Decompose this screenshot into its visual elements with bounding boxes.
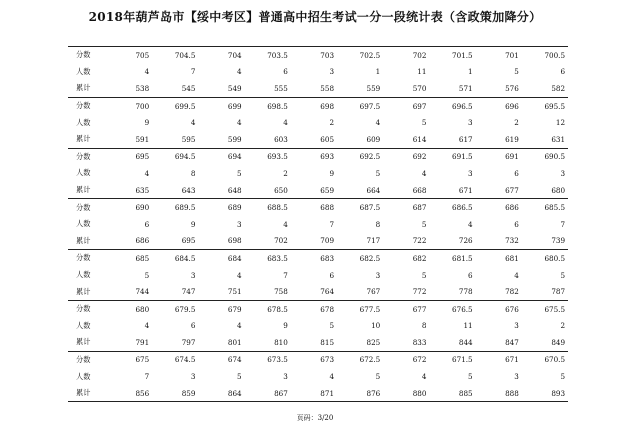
table-cell-count: 4 [237, 118, 242, 128]
table-row-count [68, 267, 568, 284]
table-cell-count: 4 [237, 321, 242, 331]
table-cell-count: 9 [283, 321, 288, 331]
table-cell-score: 688 [320, 203, 335, 213]
table-cell-cumulative: 659 [320, 185, 335, 195]
row-label-cumulative: 累计 [76, 286, 91, 296]
table-cell-cumulative: 603 [274, 134, 288, 144]
table-cell-cumulative: 751 [227, 287, 242, 297]
row-label-cumulative: 累计 [76, 185, 91, 195]
row-label-score: 分数 [76, 202, 91, 212]
table-cell-cumulative: 643 [181, 185, 196, 195]
table-cell-cumulative: 764 [320, 287, 335, 297]
table-cell-count: 4 [283, 118, 288, 128]
table-cell-score: 671 [505, 355, 519, 365]
table-group [68, 47, 568, 97]
row-label-cumulative: 累计 [76, 83, 91, 93]
table-cell-score: 675 [135, 355, 150, 365]
table-cell-count: 5 [375, 372, 381, 382]
table-cell-count: 5 [237, 372, 242, 382]
table-cell-count: 4 [375, 118, 381, 128]
table-cell-cumulative: 726 [458, 236, 473, 246]
table-cell-score: 694.5 [174, 152, 196, 162]
table-cell-score: 686 [505, 203, 519, 213]
table-cell-count: 3 [329, 67, 335, 77]
table-cell-cumulative: 614 [412, 134, 427, 144]
table-row-score [68, 47, 568, 64]
table-cell-score: 701 [505, 50, 519, 60]
table-cell-score: 700 [135, 101, 150, 111]
table-cell-count: 8 [375, 219, 381, 229]
table-row-count [68, 216, 568, 233]
table-cell-count: 9 [144, 118, 150, 128]
table-cell-score: 704.5 [174, 50, 196, 60]
table-cell-score: 684 [227, 253, 242, 263]
row-label-score: 分数 [76, 253, 91, 263]
table-cell-cumulative: 635 [135, 185, 150, 195]
table-cell-cumulative: 605 [320, 134, 335, 144]
table-cell-score: 701.5 [452, 50, 473, 60]
row-label-score: 分数 [76, 50, 91, 60]
table-cell-score: 697 [412, 101, 427, 111]
table-cell-count: 7 [144, 372, 150, 382]
row-label-count: 人数 [76, 117, 91, 127]
table-cell-score: 674.5 [174, 355, 196, 365]
table-cell-score: 690.5 [544, 152, 566, 162]
row-label-score: 分数 [76, 151, 91, 161]
row-label-cumulative: 累计 [76, 235, 91, 245]
table-cell-cumulative: 744 [135, 287, 150, 297]
table-cell-score: 702.5 [359, 50, 381, 60]
table-cell-cumulative: 677 [505, 185, 519, 195]
page-number: 页码：3/20 [296, 414, 334, 422]
row-label-count: 人数 [76, 219, 91, 229]
row-label-cumulative: 累计 [76, 388, 91, 398]
table-cell-count: 6 [514, 219, 519, 229]
table-cell-cumulative: 538 [135, 83, 150, 93]
table-cell-cumulative: 571 [458, 83, 473, 93]
page-title: 2018年葫芦岛市【绥中考区】普通高中招生考试一分一段统计表（含政策加降分） [88, 10, 542, 24]
table-row-cumulative [68, 334, 568, 351]
table-cell-cumulative: 722 [412, 236, 427, 246]
table-cell-count: 2 [560, 321, 566, 331]
table-cell-count: 2 [329, 118, 335, 128]
table-cell-cumulative: 844 [458, 337, 473, 347]
table-cell-count: 7 [190, 67, 196, 77]
table-group [68, 300, 568, 351]
table-row-cumulative [68, 182, 568, 199]
table-cell-count: 1 [468, 67, 473, 77]
table-cell-score: 691.5 [452, 152, 473, 162]
table-cell-cumulative: 849 [551, 337, 566, 347]
table-cell-cumulative: 717 [366, 236, 381, 246]
table-cell-count: 4 [421, 372, 427, 382]
table-cell-score: 676.5 [452, 304, 473, 314]
table-row-score [68, 199, 568, 216]
table-cell-cumulative: 558 [320, 83, 335, 93]
table-cell-score: 676 [505, 304, 519, 314]
table-cell-score: 687 [412, 203, 427, 213]
table-cell-cumulative: 739 [551, 236, 566, 246]
row-label-cumulative: 累计 [76, 337, 91, 347]
table-cell-count: 2 [283, 168, 288, 178]
row-label-count: 人数 [76, 270, 91, 280]
table-row-score [68, 149, 568, 166]
score-distribution-table [68, 46, 568, 402]
table-cell-score: 686.5 [452, 203, 473, 213]
table-cell-score: 682 [412, 253, 427, 263]
table-cell-cumulative: 778 [458, 287, 473, 297]
table-cell-count: 3 [468, 168, 473, 178]
table-cell-score: 698.5 [267, 101, 288, 111]
table-cell-score: 704 [227, 50, 242, 60]
table-cell-count: 3 [237, 219, 242, 229]
table-cell-count: 8 [421, 321, 427, 331]
table-cell-count: 4 [468, 219, 473, 229]
table-cell-score: 685 [135, 253, 150, 263]
table-cell-count: 11 [417, 67, 427, 77]
table-cell-cumulative: 767 [366, 287, 381, 297]
table-cell-cumulative: 599 [227, 134, 242, 144]
table-cell-score: 677 [412, 304, 427, 314]
table-cell-score: 688.5 [267, 203, 288, 213]
table-cell-score: 677.5 [359, 304, 381, 314]
table-cell-score: 692.5 [359, 152, 381, 162]
table-cell-cumulative: 555 [274, 83, 288, 93]
table-cell-score: 679 [227, 304, 242, 314]
table-cell-cumulative: 576 [505, 83, 519, 93]
table-cell-score: 696.5 [452, 101, 473, 111]
table-cell-count: 4 [237, 67, 242, 77]
table-cell-cumulative: 876 [366, 388, 381, 398]
table-cell-count: 6 [283, 67, 288, 77]
table-cell-count: 7 [329, 219, 335, 229]
table-cell-score: 687.5 [359, 203, 381, 213]
table-cell-score: 702 [412, 50, 427, 60]
table-cell-cumulative: 617 [458, 134, 473, 144]
table-cell-score: 699.5 [174, 101, 196, 111]
table-cell-count: 4 [283, 219, 288, 229]
table-cell-count: 5 [237, 168, 242, 178]
table-cell-count: 6 [514, 168, 519, 178]
row-label-count: 人数 [76, 168, 91, 178]
table-cell-cumulative: 888 [505, 388, 519, 398]
table-group [68, 97, 568, 148]
table-cell-cumulative: 609 [366, 134, 381, 144]
table-cell-cumulative: 559 [366, 83, 381, 93]
table-cell-cumulative: 582 [551, 83, 566, 93]
table-cell-cumulative: 732 [505, 236, 519, 246]
table-cell-count: 3 [375, 270, 381, 280]
table-cell-score: 678.5 [267, 304, 288, 314]
table-cell-cumulative: 591 [135, 134, 150, 144]
table-cell-score: 684.5 [174, 253, 196, 263]
table-cell-count: 11 [463, 321, 473, 331]
table-cell-score: 672.5 [359, 355, 381, 365]
table-row-cumulative [68, 131, 568, 148]
table-cell-cumulative: 619 [505, 134, 519, 144]
table-cell-count: 5 [514, 67, 519, 77]
table-row-score [68, 352, 568, 369]
table-cell-score: 703 [320, 50, 335, 60]
table-cell-count: 5 [421, 270, 427, 280]
table-cell-score: 700.5 [544, 50, 566, 60]
row-label-cumulative: 累计 [76, 134, 91, 144]
table-cell-count: 4 [144, 168, 150, 178]
table-row-score [68, 301, 568, 318]
table-group [68, 351, 568, 402]
table-row-count [68, 318, 568, 335]
row-label-score: 分数 [76, 354, 91, 364]
table-cell-count: 4 [329, 372, 335, 382]
table-cell-cumulative: 791 [135, 337, 150, 347]
table-cell-score: 683.5 [267, 253, 288, 263]
table-row-count [68, 114, 568, 131]
table-cell-cumulative: 664 [366, 185, 381, 195]
table-cell-cumulative: 702 [274, 236, 288, 246]
table-cell-count: 5 [421, 118, 427, 128]
table-cell-score: 681.5 [452, 253, 473, 263]
table-cell-count: 6 [329, 270, 335, 280]
table-cell-count: 9 [329, 168, 335, 178]
table-cell-cumulative: 825 [366, 337, 381, 347]
table-cell-count: 3 [190, 372, 196, 382]
table-cell-score: 691 [505, 152, 519, 162]
table-cell-score: 703.5 [267, 50, 288, 60]
table-cell-count: 2 [514, 118, 519, 128]
table-cell-score: 681 [505, 253, 519, 263]
table-cell-cumulative: 695 [181, 236, 196, 246]
table-cell-count: 3 [514, 372, 519, 382]
table-cell-count: 12 [555, 118, 566, 128]
table-cell-score: 695 [135, 152, 150, 162]
table-group [68, 148, 568, 199]
table-cell-cumulative: 680 [551, 185, 566, 195]
table-row-cumulative [68, 385, 568, 402]
table-cell-count: 6 [560, 67, 566, 77]
table-row-count [68, 368, 568, 385]
row-label-count: 人数 [76, 371, 91, 381]
table-cell-count: 3 [514, 321, 519, 331]
table-cell-score: 682.5 [359, 253, 381, 263]
table-cell-count: 4 [237, 270, 242, 280]
table-cell-score: 705 [135, 50, 150, 60]
table-cell-cumulative: 686 [135, 236, 150, 246]
table-cell-count: 4 [144, 321, 150, 331]
table-cell-cumulative: 671 [458, 185, 473, 195]
table-cell-count: 5 [375, 168, 381, 178]
table-cell-count: 10 [371, 321, 381, 331]
table-cell-count: 4 [514, 270, 519, 280]
table-cell-score: 675.5 [544, 304, 566, 314]
table-cell-count: 9 [190, 219, 196, 229]
table-cell-count: 5 [560, 270, 566, 280]
table-cell-score: 699 [227, 101, 242, 111]
table-cell-cumulative: 668 [412, 185, 427, 195]
table-row-cumulative [68, 233, 568, 250]
table-cell-cumulative: 856 [135, 388, 150, 398]
table-cell-score: 670.5 [544, 355, 566, 365]
table-cell-cumulative: 698 [227, 236, 242, 246]
table-cell-count: 4 [144, 67, 150, 77]
table-cell-score: 696 [505, 101, 519, 111]
table-cell-count: 6 [468, 270, 473, 280]
table-cell-score: 689 [227, 203, 242, 213]
table-cell-score: 693 [320, 152, 335, 162]
table-cell-count: 1 [375, 67, 381, 77]
table-cell-score: 685.5 [544, 203, 566, 213]
table-cell-count: 3 [283, 372, 288, 382]
table-cell-count: 3 [468, 118, 473, 128]
table-cell-cumulative: 747 [181, 287, 196, 297]
table-row-score [68, 98, 568, 115]
table-cell-score: 698 [320, 101, 335, 111]
table-group [68, 249, 568, 300]
table-cell-score: 697.5 [359, 101, 381, 111]
table-cell-cumulative: 650 [274, 185, 288, 195]
table-cell-count: 4 [421, 168, 427, 178]
table-row-count [68, 64, 568, 81]
table-cell-cumulative: 648 [227, 185, 242, 195]
table-cell-score: 678 [320, 304, 335, 314]
row-label-score: 分数 [76, 101, 91, 111]
table-cell-count: 4 [190, 118, 196, 128]
table-cell-cumulative: 772 [412, 287, 427, 297]
table-cell-score: 673.5 [267, 355, 288, 365]
table-cell-score: 690 [135, 203, 150, 213]
table-cell-cumulative: 787 [551, 287, 566, 297]
table-cell-cumulative: 709 [320, 236, 335, 246]
table-cell-score: 673 [320, 355, 335, 365]
table-cell-count: 5 [468, 372, 473, 382]
table-cell-score: 672 [412, 355, 427, 365]
table-cell-score: 679.5 [174, 304, 196, 314]
table-cell-cumulative: 801 [227, 337, 242, 347]
row-label-score: 分数 [76, 304, 91, 314]
table-cell-count: 8 [190, 168, 196, 178]
table-cell-count: 5 [329, 321, 335, 331]
table-cell-score: 694 [227, 152, 242, 162]
table-cell-cumulative: 833 [412, 337, 427, 347]
table-cell-count: 6 [190, 321, 196, 331]
table-cell-score: 695.5 [544, 101, 566, 111]
table-cell-cumulative: 758 [274, 287, 288, 297]
table-cell-cumulative: 545 [181, 83, 196, 93]
table-cell-count: 5 [560, 372, 566, 382]
row-label-count: 人数 [76, 66, 91, 76]
table-cell-cumulative: 885 [458, 388, 473, 398]
table-cell-cumulative: 859 [181, 388, 196, 398]
table-cell-cumulative: 847 [505, 337, 519, 347]
table-cell-count: 5 [144, 270, 150, 280]
table-cell-cumulative: 871 [320, 388, 335, 398]
table-cell-cumulative: 570 [412, 83, 427, 93]
table-cell-cumulative: 549 [227, 83, 242, 93]
table-row-score [68, 250, 568, 267]
table-row-count [68, 165, 568, 182]
row-label-count: 人数 [76, 320, 91, 330]
table-cell-cumulative: 880 [412, 388, 427, 398]
table-cell-cumulative: 815 [320, 337, 335, 347]
table-cell-score: 674 [227, 355, 242, 365]
table-cell-count: 6 [144, 219, 150, 229]
table-cell-score: 680 [135, 304, 150, 314]
table-cell-score: 683 [320, 253, 335, 263]
table-cell-cumulative: 595 [181, 134, 196, 144]
table-cell-count: 7 [560, 219, 566, 229]
table-cell-cumulative: 810 [274, 337, 288, 347]
table-cell-score: 689.5 [174, 203, 196, 213]
table-cell-score: 693.5 [267, 152, 288, 162]
table-cell-cumulative: 893 [551, 388, 566, 398]
table-cell-cumulative: 864 [227, 388, 242, 398]
table-cell-count: 3 [190, 270, 196, 280]
table-cell-cumulative: 797 [181, 337, 196, 347]
table-group [68, 198, 568, 249]
table-row-cumulative [68, 283, 568, 300]
table-cell-cumulative: 782 [505, 287, 519, 297]
table-cell-count: 3 [560, 168, 566, 178]
table-cell-cumulative: 867 [274, 388, 288, 398]
table-cell-score: 671.5 [452, 355, 473, 365]
table-cell-score: 692 [412, 152, 427, 162]
table-row-cumulative [68, 80, 568, 97]
table-cell-cumulative: 631 [551, 134, 566, 144]
table-cell-score: 680.5 [544, 253, 566, 263]
table-cell-count: 7 [283, 270, 288, 280]
table-cell-count: 5 [421, 219, 427, 229]
